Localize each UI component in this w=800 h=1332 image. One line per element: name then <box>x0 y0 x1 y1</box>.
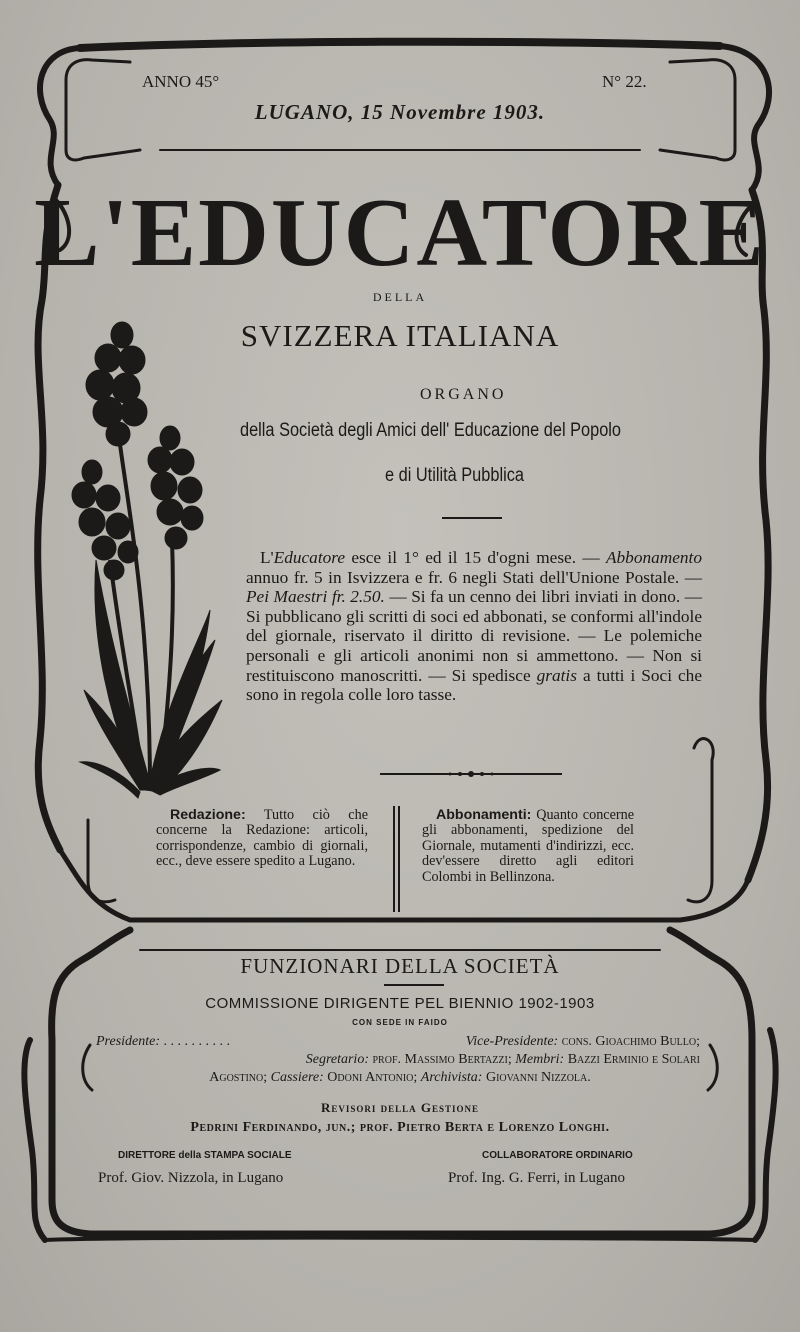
vice-name: cons. Gioachimo Bullo; <box>561 1034 700 1049</box>
sede-line: CON SEDE IN FAIDO <box>352 1018 448 1027</box>
issue-year: ANNO 45° <box>142 72 220 91</box>
issue-number: N° 22. <box>602 72 647 91</box>
divider-rule <box>442 517 502 519</box>
vice-label: Vice-Presidente: <box>465 1034 559 1049</box>
society-line-2: e di Utilità Pubblica <box>385 465 524 486</box>
funzionari-heading: FUNZIONARI DELLA SOCIETÀ <box>240 954 560 978</box>
segretario-name: prof. Massimo Bertazzi; <box>372 1052 512 1067</box>
officers-line-3 <box>100 1070 700 1086</box>
intro-paragraph <box>246 548 702 705</box>
membri-name-cont: Agostino; <box>209 1070 268 1085</box>
redazione-label: Redazione: <box>170 807 246 823</box>
intro-text: — Si fa un cenno dei libri inviati in dono. — Si pubblicano gli scritti di soci ed abbonati, se conformi all'indole del giornale, riservato il diritto di revisione. — Le polemiche personali e gli articoli anonimi non si ammettono. — Non si restituiscono manoscritti. — Si spedisce <box>246 587 702 685</box>
masthead-subtitle: SVIZZERA ITALIANA <box>240 318 560 353</box>
abbonamenti-text: Quanto concerne gli abbonamenti, spedizione del Giornale, mutamenti d'indirizzi, ecc. dev'essere diretto agli editori Colombi in Bellinzona. <box>422 807 634 885</box>
archivista-name: Giovanni Nizzola. <box>485 1070 591 1085</box>
divider-rule <box>384 984 444 986</box>
society-line: della Società degli Amici dell' Educazione del Popolo <box>240 420 622 441</box>
redazione-notice <box>156 808 368 870</box>
flower-illustration <box>72 322 222 798</box>
direttore-label: DIRETTORE della STAMPA SOCIALE <box>118 1150 292 1161</box>
intro-text-italic: Abbonamento <box>605 548 702 567</box>
officers-line-2 <box>96 1052 700 1068</box>
abbonamenti-label: Abbonamenti: <box>436 807 532 823</box>
intro-text-italic: gratis <box>536 665 577 685</box>
presidente-dots: . . . . . . . . . . <box>163 1034 231 1049</box>
membri-name: Bazzi Erminio e Solari <box>567 1052 700 1067</box>
archivista-label: Archivista: <box>420 1070 483 1085</box>
intro-text: a tutti i Soci che sono in regola colle loro tasse. <box>246 665 702 705</box>
intro-text: esce il 1° ed il 15 d'ogni mese. — <box>345 548 600 567</box>
direttore-name: Prof. Giov. Nizzola, in Lugano <box>98 1170 284 1186</box>
revisori-names: Pedrini Ferdinando, jun.; prof. Pietro Berta e Lorenzo Longhi. <box>190 1120 610 1135</box>
revisori-heading: Revisori della Gestione <box>320 1100 480 1115</box>
commissione-heading: COMMISSIONE DIRIGENTE PEL BIENNIO 1902-1903 <box>205 995 595 1012</box>
masthead-della: DELLA <box>372 290 428 304</box>
abbonamenti-notice <box>422 808 634 885</box>
intro-text-italic: Educatore <box>273 548 346 567</box>
column-divider <box>398 806 400 912</box>
intro-text: L' <box>260 548 274 567</box>
masthead-title: L'EDUCATORE <box>34 179 766 287</box>
redazione-text: Tutto ciò che concerne la Redazione: articoli, corrispondenze, cambio di giornali, ecc., deve essere spedito a Lugano. <box>156 807 368 870</box>
presidente-label: Presidente: <box>96 1034 161 1049</box>
cassiere-label: Cassiere: <box>270 1070 324 1085</box>
segretario-label: Segretario: <box>305 1052 369 1067</box>
officers-line-1 <box>96 1034 700 1050</box>
organo-label: ORGANO <box>420 386 507 403</box>
cassiere-name: Odoni Antonio; <box>327 1070 418 1085</box>
column-divider <box>393 806 395 912</box>
intro-text-italic: Pei Maestri fr. 2.50. <box>246 587 385 607</box>
membri-label: Membri: <box>515 1052 565 1067</box>
dateline: LUGANO, 15 Novembre 1903. <box>254 100 546 124</box>
collaboratore-label: COLLABORATORE ORDINARIO <box>482 1150 633 1161</box>
ornament-divider <box>380 768 562 780</box>
collaboratore-name: Prof. Ing. G. Ferri, in Lugano <box>448 1170 626 1186</box>
intro-text: annuo fr. 5 in Isvizzera e fr. 6 negli Stati dell'Unione Postale. — <box>246 567 702 587</box>
